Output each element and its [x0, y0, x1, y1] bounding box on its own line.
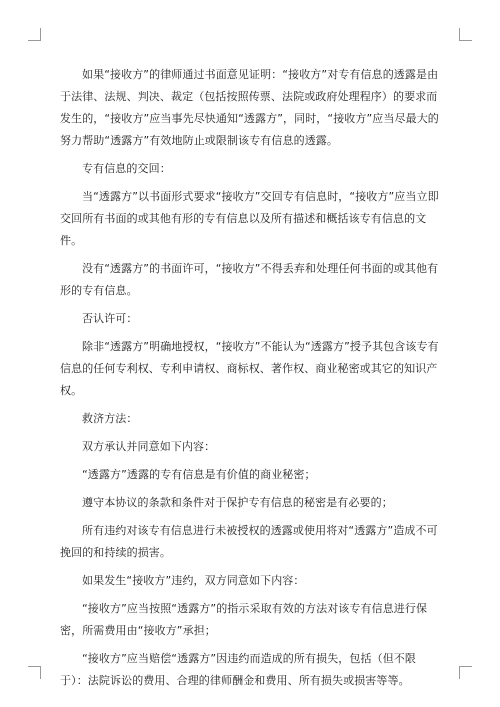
paragraph-return-request: 当“透露方”以书面形式要求“接收方”交回专有信息时，“接收方”应当立即交回所有书面的或其他有形的专有信息以及所有描述和概括该专有信息的文件。 [60, 190, 439, 247]
paragraph-breach-intro: 如果发生“接收方”违约，双方同意如下内容： [82, 574, 305, 587]
paragraph-terms-necessary: 遵守本协议的条款和条件对于保护专有信息的秘密是有必要的； [82, 496, 393, 509]
section-heading-remedies: 救济方法： [82, 412, 138, 425]
paragraph-confidential-measures: “接收方”应当按照“透露方”的指示采取有效的方法对该专有信息进行保密，所需费用由“接收方”承担； [60, 602, 428, 637]
paragraph-agreement-intro: 双方承认并同意如下内容： [82, 440, 216, 453]
bottom-left-crop-mark [28, 666, 41, 679]
document-body [60, 64, 440, 692]
paragraph-no-discard: 没有“透露方”的书面许可，“接收方”不得丢弃和处理任何书面的或其他有形的专有信息。 [60, 262, 439, 297]
paragraph-trade-secret: “透露方”透露的专有信息是有价值的商业秘密； [82, 468, 316, 481]
paragraph-legal-disclosure: 如果“接收方”的律师通过书面意见证明：“接收方”对专有信息的透露是由于法律、法规、判决、裁定（包括按照传票、法院或政府处理程序）的要求而发生的，“接收方”应当事先尽快通知“透露方”，同时，“接收方”应当尽最大的努力帮助“透露方”有效地防止或限制该专有信息的透露。 [60, 68, 439, 147]
paragraph-no-license: 除非“透露方”明确地授权，“接收方”不能认为“透露方”授予其包含该专有信息的任何专利权、专利申请权、商标权、著作权、商业秘密或其它的知识产权。 [60, 340, 439, 397]
paragraph-compensation: “接收方”应当赔偿“透露方”因违约而造成的所有损失，包括（但不限于）：法院诉讼的费用、合理的律师酬金和费用、所有损失或损害等等。 [60, 652, 416, 687]
top-right-crop-mark [459, 28, 472, 41]
paragraph-irreparable-harm: 所有违约对该专有信息进行未被授权的透露或使用将对“透露方”造成不可挽回的和持续的损害。 [60, 524, 438, 559]
bottom-right-crop-mark [459, 666, 472, 679]
section-heading-no-license: 否认许可： [82, 312, 138, 325]
section-heading-return: 专有信息的交回： [82, 162, 171, 175]
top-left-crop-mark [28, 28, 41, 41]
